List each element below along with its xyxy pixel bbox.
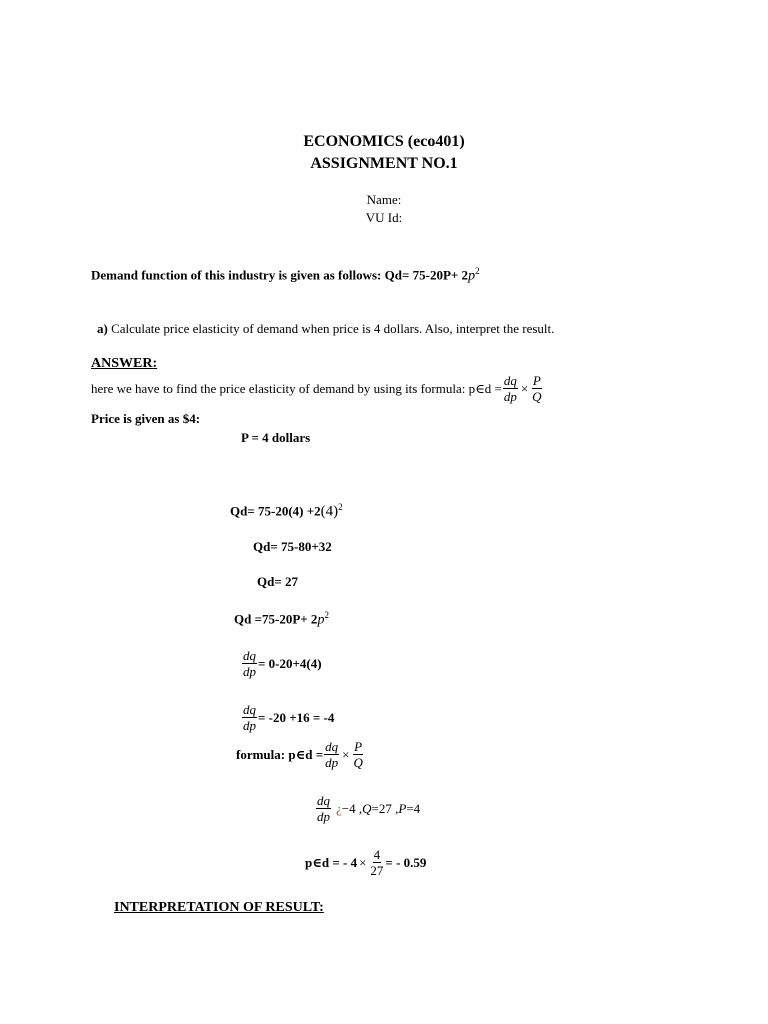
formula-text: : p∈d =: [280, 746, 324, 762]
times-sign: ×: [359, 854, 367, 870]
frac-den: Q: [353, 755, 363, 770]
formula-intro-text: here we have to find the price elasticity of demand by using its formula: p∈d =: [91, 380, 502, 396]
frac-den: dp: [325, 755, 339, 770]
statement-text: Demand function of this industry is given as follows:: [91, 267, 385, 283]
step-formula: [236, 739, 365, 770]
step-text: Qd= 75-20(4) +2: [230, 503, 321, 519]
frac-num: 4: [373, 847, 381, 862]
fraction-p-q: [531, 373, 542, 404]
name-label: Name:: [366, 192, 402, 207]
vuid-label: VU Id:: [365, 210, 403, 225]
step-q-value: =27 ,: [371, 800, 399, 816]
function-exp: 2: [475, 266, 480, 276]
step-text: = -20 +16 = -4: [258, 709, 335, 725]
demand-function-statement: [91, 266, 480, 284]
step-mark: ¿: [336, 800, 342, 816]
frac-num: dq: [317, 793, 330, 808]
step-exp: 2: [324, 610, 329, 620]
frac-num: dq: [503, 373, 517, 388]
step-qd-arith: Qd= 75-80+32: [253, 539, 332, 554]
step-text: p∈d = - 4: [305, 854, 358, 870]
times-sign: ×: [520, 380, 529, 396]
step-text: Qd =75-20P+ 2: [234, 611, 318, 627]
frac-num: P: [354, 739, 363, 754]
times-sign: ×: [342, 746, 350, 762]
frac-den: dp: [243, 664, 256, 679]
step-exp: 2: [338, 502, 343, 512]
fraction-4-27: [369, 847, 384, 878]
frac-num: dq: [325, 739, 339, 754]
step-q: Q: [362, 800, 372, 816]
step-var: p: [317, 612, 325, 628]
step-qd-substitution: [230, 502, 343, 520]
document-title: ECONOMICS (eco401): [303, 133, 465, 150]
frac-den: 27: [370, 863, 384, 878]
price-given: Price is given as $4:: [91, 411, 201, 426]
step-elasticity-result: [305, 847, 426, 878]
step-p-value: =4: [406, 800, 421, 816]
fraction-p-q: [352, 739, 363, 770]
step-text: −4 ,: [341, 800, 363, 816]
question-a-text: Calculate price elasticity of demand when price is 4 dollars. Also, interpret the result.: [107, 321, 555, 336]
step-derivative-value: [241, 702, 334, 733]
fraction-dq-dp: [503, 373, 518, 404]
formula-intro: [91, 373, 544, 404]
fraction-dq-dp: [324, 739, 339, 770]
answer-heading: ANSWER:: [91, 356, 158, 371]
step-paren: (4): [320, 503, 339, 520]
frac-num: dq: [243, 702, 256, 717]
step-qd-function: [234, 610, 329, 628]
price-value: P = 4 dollars: [241, 430, 311, 445]
step-qd-result: Qd= 27: [257, 574, 298, 589]
function-text: Qd= 75-20P+ 2: [384, 267, 469, 283]
assignment-title: ASSIGNMENT NO.1: [310, 155, 458, 172]
interpretation-heading: INTERPRETATION OF RESULT:: [114, 900, 324, 915]
step-p: P: [398, 800, 407, 816]
step-derivative: [241, 648, 322, 679]
step-text: = - 0.59: [385, 854, 427, 870]
step-text: = 0-20+4(4): [258, 655, 322, 671]
frac-den: Q: [532, 389, 542, 404]
fraction-dq-dp: [242, 648, 257, 679]
fraction-dq-dp: [316, 793, 331, 824]
frac-den: dp: [317, 809, 330, 824]
frac-den: dp: [243, 718, 256, 733]
frac-den: dp: [503, 389, 517, 404]
question-a-label: a): [97, 321, 108, 336]
step-values: [315, 793, 420, 824]
fraction-dq-dp: [242, 702, 257, 733]
function-var: p: [468, 268, 476, 284]
formula-label: formula: [236, 746, 281, 762]
frac-num: P: [532, 373, 541, 388]
frac-num: dq: [243, 648, 256, 663]
question-a: [97, 321, 554, 337]
